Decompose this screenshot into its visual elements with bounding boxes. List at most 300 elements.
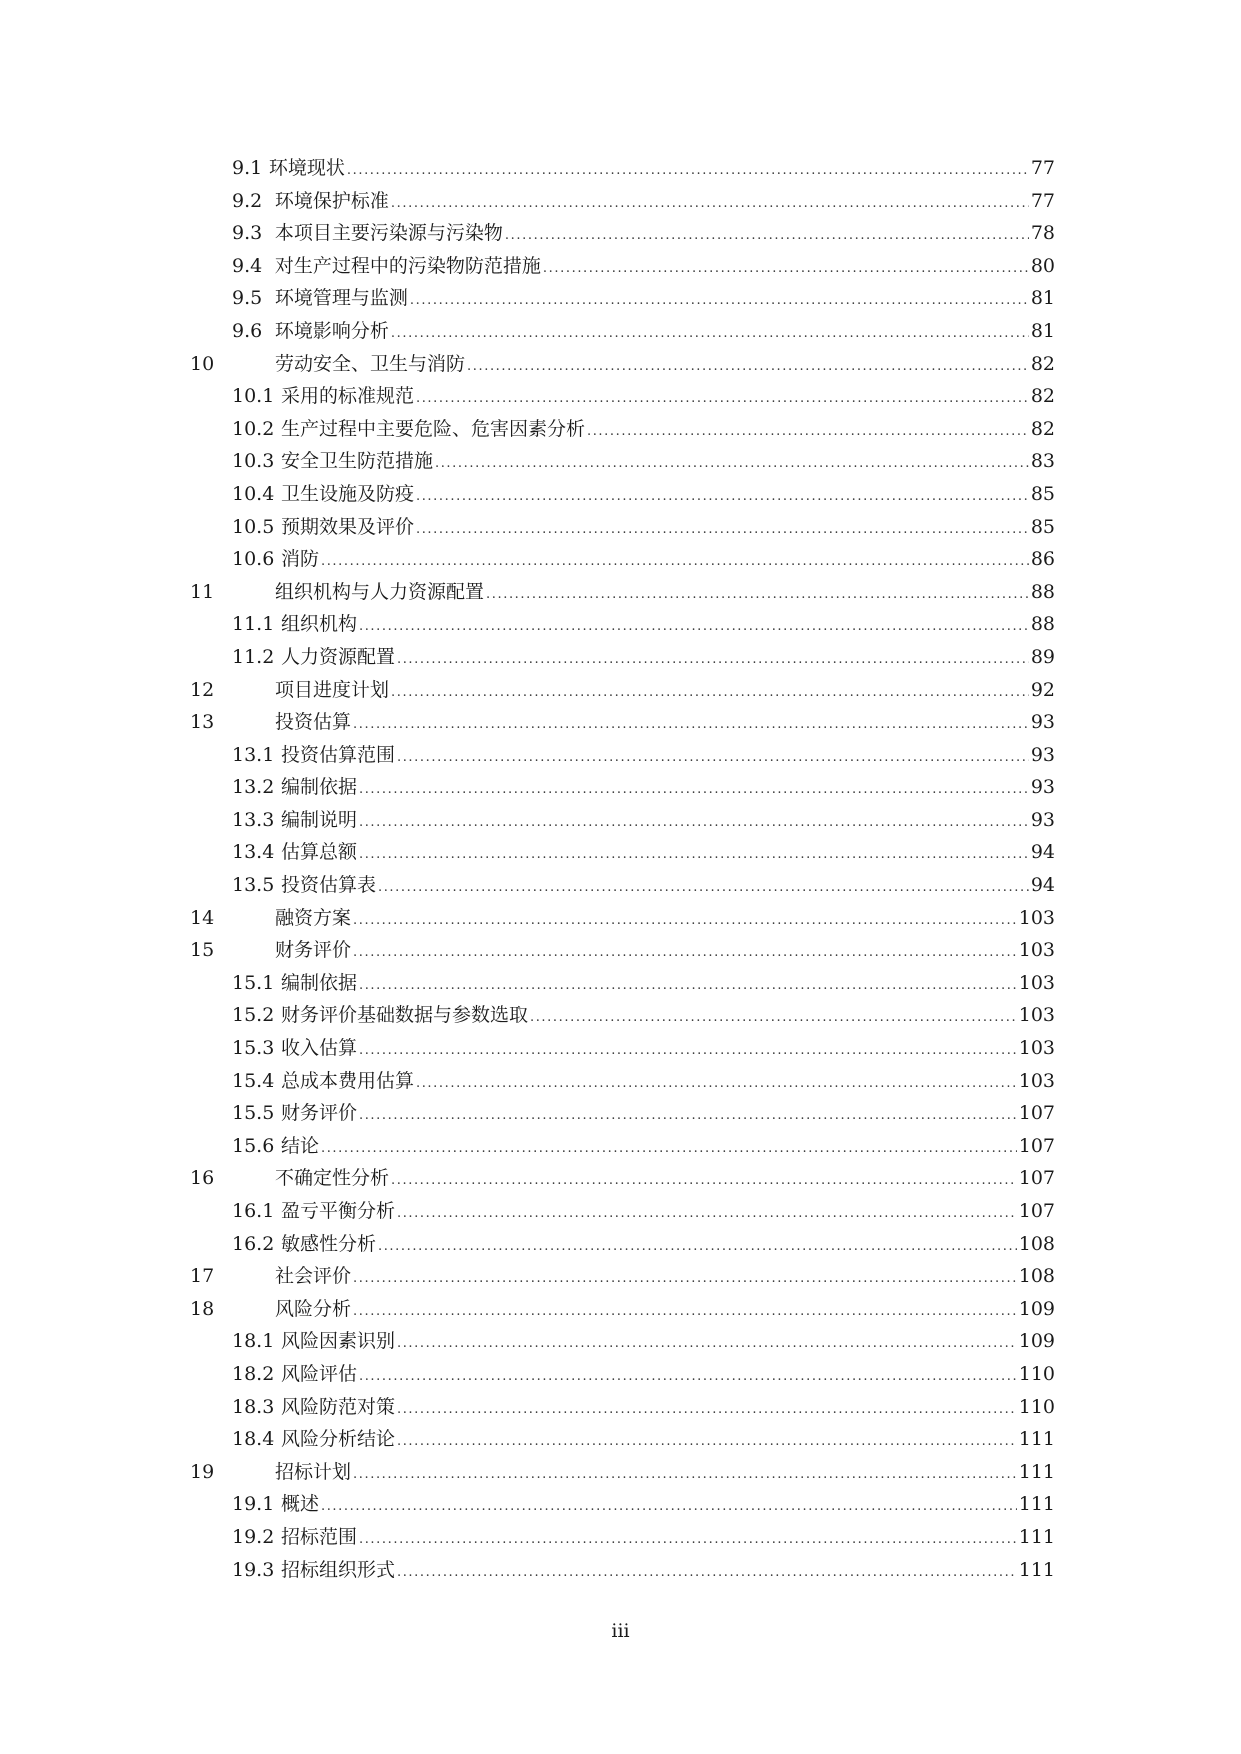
toc-title-text: 预期效果及评价 [280, 515, 414, 538]
toc-page-number: 93 [1030, 743, 1055, 766]
dot-leader [321, 546, 1029, 579]
toc-page-number: 103 [1018, 906, 1055, 929]
toc-title-text: 消防 [280, 548, 319, 571]
toc-entry-link[interactable] [232, 1521, 1055, 1557]
toc-entry-title [232, 543, 319, 576]
dot-leader [321, 1133, 1017, 1166]
table-of-contents [0, 152, 1241, 1586]
toc-page-number: 107 [1018, 1167, 1055, 1190]
toc-entry-link[interactable] [232, 152, 1055, 188]
toc-entry-title [232, 511, 414, 544]
dot-leader [416, 1068, 1017, 1101]
toc-page-number: 107 [1018, 1102, 1055, 1125]
toc-title-text: 盈亏平衡分析 [280, 1200, 395, 1222]
dot-leader [416, 514, 1029, 547]
toc-section-number: 13.4 [232, 841, 275, 864]
toc-section-row[interactable] [0, 804, 1241, 837]
toc-title-text: 财务评价基础数据与参数选取 [280, 1004, 528, 1027]
toc-page-number: 109 [1018, 1297, 1055, 1320]
toc-title-text: 采用的标准规范 [280, 385, 414, 408]
toc-section-row[interactable] [0, 1097, 1241, 1130]
toc-entry-title [275, 934, 351, 967]
dot-leader [378, 1231, 1017, 1264]
toc-entry-link[interactable] [232, 869, 1055, 905]
toc-entry-title [232, 1521, 357, 1554]
toc-entry-link[interactable] [275, 934, 1055, 970]
toc-title-text: 概述 [280, 1493, 319, 1516]
toc-title-text: 环境保护标准 [274, 189, 389, 212]
toc-title-text: 投资估算范围 [280, 743, 395, 766]
toc-section-number: 15.1 [232, 971, 275, 994]
toc-section-row[interactable] [0, 282, 1241, 315]
toc-page-number: 77 [1030, 157, 1055, 179]
dot-leader [359, 839, 1029, 872]
toc-entry-title [232, 804, 357, 837]
toc-section-row[interactable] [0, 250, 1241, 283]
toc-entry-title [232, 1097, 357, 1130]
toc-entry-link[interactable] [232, 641, 1055, 677]
toc-entry-link[interactable] [232, 282, 1055, 318]
dot-leader [353, 1296, 1017, 1329]
toc-title-text: 编制说明 [280, 808, 357, 831]
toc-section-number: 18.1 [232, 1330, 275, 1353]
dot-leader [359, 1035, 1017, 1068]
dot-leader [347, 155, 1029, 188]
dot-leader [416, 383, 1029, 416]
toc-entry-title [275, 706, 351, 739]
toc-page-number: 103 [1018, 1069, 1055, 1092]
toc-entry-title [232, 739, 395, 772]
toc-title-text: 风险防范对策 [280, 1395, 395, 1418]
toc-entry-link[interactable] [232, 250, 1055, 286]
toc-section-number: 10.3 [232, 450, 275, 473]
toc-chapter-number: 12 [190, 678, 215, 701]
toc-section-number: 10.2 [232, 417, 275, 440]
toc-page-number: 82 [1030, 417, 1055, 440]
toc-page-number: 103 [1018, 971, 1055, 994]
toc-page-number: 93 [1030, 776, 1055, 799]
toc-page-number: 85 [1030, 482, 1055, 505]
toc-entry-title [232, 608, 357, 641]
toc-entry-link[interactable] [275, 1293, 1055, 1329]
toc-title-text: 招标计划 [275, 1460, 352, 1483]
toc-entry-link[interactable] [232, 445, 1055, 481]
toc-page-number: 86 [1030, 548, 1055, 571]
toc-page-number: 111 [1018, 1525, 1055, 1548]
toc-entry-title [232, 641, 395, 674]
toc-page-number: 94 [1030, 841, 1055, 864]
toc-section-row[interactable] [0, 185, 1241, 218]
toc-section-row[interactable] [0, 608, 1241, 641]
toc-section-number: 10.5 [232, 515, 275, 538]
toc-page-number: 111 [1018, 1558, 1055, 1581]
toc-section-row[interactable] [0, 152, 1241, 185]
toc-entry-title [232, 445, 433, 478]
dot-leader [397, 1394, 1017, 1427]
toc-chapter-number: 15 [190, 939, 215, 962]
toc-title-text: 风险分析 [275, 1297, 352, 1320]
toc-entry-link[interactable] [275, 706, 1055, 742]
toc-chapter-row[interactable] [0, 902, 1241, 935]
toc-page-number: 107 [1018, 1134, 1055, 1157]
toc-section-row[interactable] [0, 967, 1241, 1000]
toc-title-text: 环境影响分析 [274, 319, 389, 342]
toc-page-number: 110 [1018, 1395, 1055, 1418]
toc-section-number: 19.2 [232, 1525, 275, 1548]
toc-chapter-row[interactable] [0, 1293, 1241, 1326]
toc-entry-link[interactable] [232, 999, 1055, 1035]
toc-entry-title [232, 185, 389, 218]
toc-entry-link[interactable] [232, 1391, 1055, 1427]
toc-page-number: 93 [1030, 808, 1055, 831]
toc-entry-title [232, 1488, 319, 1521]
page-number: iii [611, 1620, 630, 1642]
toc-entry-title [275, 1456, 351, 1489]
dot-leader [359, 807, 1029, 840]
toc-title-text: 收入估算 [280, 1037, 357, 1060]
toc-page-number: 109 [1018, 1330, 1055, 1353]
toc-section-row[interactable] [0, 1195, 1241, 1228]
toc-section-number: 13.5 [232, 874, 275, 897]
dot-leader [359, 970, 1017, 1003]
dot-leader [467, 351, 1029, 384]
toc-section-number: 15.3 [232, 1037, 275, 1060]
toc-chapter-number: 13 [190, 711, 215, 734]
toc-section-number: 9.5 [232, 287, 269, 310]
dot-leader [353, 905, 1017, 938]
toc-section-row[interactable] [0, 1325, 1241, 1358]
toc-section-number: 9.4 [232, 254, 269, 277]
dot-leader [359, 1100, 1017, 1133]
toc-entry-link[interactable] [232, 1358, 1055, 1394]
toc-page-number: 111 [1018, 1493, 1055, 1516]
dot-leader [410, 285, 1029, 318]
toc-page-number: 110 [1018, 1362, 1055, 1385]
toc-page-number: 88 [1030, 613, 1055, 636]
dot-leader [359, 1361, 1017, 1394]
dot-leader [543, 253, 1029, 286]
toc-page-number: 81 [1030, 287, 1055, 310]
toc-entry-link[interactable] [232, 1032, 1055, 1068]
toc-section-number: 9.3 [232, 222, 269, 245]
toc-entry-title [232, 250, 541, 283]
toc-entry-title [275, 1260, 351, 1293]
toc-section-number: 10.4 [232, 482, 275, 505]
toc-page-number: 103 [1018, 939, 1055, 962]
toc-chapter-row[interactable] [0, 674, 1241, 707]
toc-title-text: 本项目主要污染源与污染物 [274, 222, 503, 245]
toc-section-number: 9.6 [232, 319, 269, 342]
toc-entry-title [275, 1162, 389, 1195]
toc-section-number: 10.1 [232, 385, 275, 408]
toc-title-text: 不确定性分析 [275, 1167, 390, 1190]
toc-entry-title [232, 478, 414, 511]
dot-leader [435, 448, 1029, 481]
toc-title-text: 社会评价 [275, 1265, 352, 1288]
dot-leader [353, 1459, 1017, 1492]
toc-title-text: 敏感性分析 [280, 1232, 376, 1255]
toc-title-text: 总成本费用估算 [280, 1069, 414, 1092]
toc-title-text: 融资方案 [275, 906, 352, 929]
toc-section-row[interactable] [0, 478, 1241, 511]
toc-section-number: 9.1 [232, 157, 263, 179]
toc-chapter-number: 10 [190, 352, 215, 375]
toc-title-text: 编制依据 [280, 971, 357, 994]
toc-entry-link[interactable] [232, 1195, 1055, 1231]
toc-section-number: 9.2 [232, 189, 269, 212]
toc-entry-link[interactable] [232, 1065, 1055, 1101]
toc-entry-title [232, 1130, 319, 1163]
toc-section-number: 11.2 [232, 645, 275, 668]
toc-title-text: 风险分析结论 [280, 1428, 395, 1451]
toc-chapter-row[interactable] [0, 348, 1241, 381]
toc-section-row[interactable] [0, 999, 1241, 1032]
toc-entry-link[interactable] [232, 413, 1055, 449]
toc-entry-title [232, 1325, 395, 1358]
dot-leader [391, 677, 1029, 710]
toc-section-row[interactable] [0, 869, 1241, 902]
toc-entry-link[interactable] [232, 608, 1055, 644]
toc-page-number: 103 [1018, 1004, 1055, 1027]
toc-page-number: 85 [1030, 515, 1055, 538]
toc-page-number: 108 [1018, 1232, 1055, 1255]
toc-entry-title [232, 380, 414, 413]
toc-section-number: 18.2 [232, 1362, 275, 1385]
toc-entry-link[interactable] [232, 1228, 1055, 1264]
toc-title-text: 对生产过程中的污染物防范措施 [274, 254, 541, 277]
toc-entry-link[interactable] [232, 967, 1055, 1003]
toc-entry-title [232, 1423, 395, 1456]
toc-section-row[interactable] [0, 1554, 1241, 1587]
toc-entry-link[interactable] [232, 739, 1055, 775]
toc-title-text: 环境管理与监测 [274, 287, 408, 310]
toc-entry-link[interactable] [232, 380, 1055, 416]
toc-entry-title [232, 413, 585, 446]
dot-leader [353, 937, 1017, 970]
toc-title-text: 结论 [280, 1134, 319, 1157]
toc-section-row[interactable] [0, 511, 1241, 544]
toc-entry-link[interactable] [232, 1423, 1055, 1459]
toc-page-number: 78 [1030, 222, 1055, 245]
toc-entry-title [275, 902, 351, 935]
toc-section-row[interactable] [0, 543, 1241, 576]
toc-section-row[interactable] [0, 1521, 1241, 1554]
toc-title-text: 估算总额 [280, 841, 357, 864]
toc-entry-title [275, 1293, 351, 1326]
toc-entry-title [232, 967, 357, 1000]
toc-entry-title [232, 315, 389, 348]
dot-leader [391, 188, 1029, 221]
toc-entry-link[interactable] [275, 1162, 1055, 1198]
toc-entry-link[interactable] [232, 543, 1055, 579]
toc-section-number: 13.3 [232, 808, 275, 831]
toc-section-number: 15.5 [232, 1102, 275, 1125]
toc-entry-link[interactable] [232, 1554, 1055, 1590]
toc-section-row[interactable] [0, 1391, 1241, 1424]
toc-title-text: 环境现状 [268, 157, 345, 179]
toc-chapter-number: 17 [190, 1265, 215, 1288]
toc-chapter-number: 19 [190, 1460, 215, 1483]
toc-title-text: 风险评估 [280, 1362, 357, 1385]
toc-page-number: 77 [1030, 189, 1055, 212]
toc-entry-link[interactable] [275, 348, 1055, 384]
toc-chapter-row[interactable] [0, 1260, 1241, 1293]
toc-chapter-row[interactable] [0, 934, 1241, 967]
toc-page-number: 103 [1018, 1037, 1055, 1060]
toc-section-row[interactable] [0, 413, 1241, 446]
toc-section-row[interactable] [0, 1065, 1241, 1098]
toc-entry-title [232, 836, 357, 869]
toc-section-number: 18.3 [232, 1395, 275, 1418]
toc-entry-link[interactable] [275, 902, 1055, 938]
dot-leader [530, 1002, 1017, 1035]
toc-section-row[interactable] [0, 445, 1241, 478]
dot-leader [321, 1491, 1017, 1524]
toc-entry-link[interactable] [232, 804, 1055, 840]
dot-leader [359, 774, 1029, 807]
toc-entry-title [232, 1228, 376, 1261]
toc-section-number: 19.3 [232, 1558, 275, 1581]
toc-title-text: 劳动安全、卫生与消防 [275, 352, 466, 375]
toc-entry-link[interactable] [232, 836, 1055, 872]
toc-section-row[interactable] [0, 641, 1241, 674]
toc-chapter-row[interactable] [0, 706, 1241, 739]
toc-entry-link[interactable] [232, 1130, 1055, 1166]
toc-page-number: 108 [1018, 1265, 1055, 1288]
toc-title-text: 财务评价 [275, 939, 352, 962]
toc-entry-title [232, 1032, 357, 1065]
toc-title-text: 编制依据 [280, 776, 357, 799]
toc-section-number: 16.1 [232, 1200, 275, 1222]
toc-page-number: 111 [1018, 1428, 1055, 1451]
toc-entry-title [275, 674, 389, 707]
dot-leader [359, 1524, 1017, 1557]
toc-entry-link[interactable] [232, 478, 1055, 514]
dot-leader [416, 481, 1029, 514]
toc-section-number: 16.2 [232, 1232, 275, 1255]
toc-entry-link[interactable] [232, 1488, 1055, 1524]
dot-leader [359, 611, 1029, 644]
toc-chapter-row[interactable] [0, 1456, 1241, 1489]
toc-entry-link[interactable] [275, 1260, 1055, 1296]
toc-page-number: 81 [1030, 319, 1055, 342]
toc-title-text: 项目进度计划 [275, 678, 390, 701]
toc-page-number: 80 [1030, 254, 1055, 277]
toc-section-number: 15.2 [232, 1004, 275, 1027]
toc-entry-title [232, 1195, 395, 1228]
toc-section-number: 13.2 [232, 776, 275, 799]
toc-entry-link[interactable] [232, 771, 1055, 807]
toc-section-row[interactable] [0, 1423, 1241, 1456]
toc-section-row[interactable] [0, 1488, 1241, 1521]
toc-page-number: 92 [1030, 678, 1055, 701]
toc-title-text: 投资估算 [275, 711, 352, 734]
toc-section-number: 11.1 [232, 613, 275, 636]
toc-page-number: 88 [1030, 580, 1055, 603]
toc-entry-link[interactable] [232, 1325, 1055, 1361]
dot-leader [391, 318, 1029, 351]
toc-title-text: 风险因素识别 [280, 1330, 395, 1353]
toc-section-row[interactable] [0, 1032, 1241, 1065]
toc-entry-title [232, 152, 345, 185]
toc-entry-title [232, 869, 376, 902]
toc-title-text: 卫生设施及防疫 [280, 482, 414, 505]
toc-entry-title [232, 217, 503, 250]
toc-section-row[interactable] [0, 380, 1241, 413]
toc-section-number: 15.6 [232, 1134, 275, 1157]
toc-title-text: 组织机构 [280, 613, 357, 636]
toc-section-row[interactable] [0, 836, 1241, 869]
toc-chapter-number: 16 [190, 1167, 215, 1190]
toc-entry-title [232, 282, 408, 315]
dot-leader [378, 872, 1029, 905]
dot-leader [505, 220, 1029, 253]
toc-entry-link[interactable] [232, 217, 1055, 253]
toc-chapter-number: 11 [190, 580, 215, 603]
toc-title-text: 组织机构与人力资源配置 [275, 580, 485, 603]
toc-entry-link[interactable] [275, 1456, 1055, 1492]
toc-page-number: 82 [1030, 352, 1055, 375]
toc-page-number: 94 [1030, 874, 1055, 897]
dot-leader [397, 1426, 1017, 1459]
toc-section-row[interactable] [0, 1130, 1241, 1163]
dot-leader [397, 644, 1029, 677]
dot-leader [353, 709, 1029, 742]
toc-section-number: 13.1 [232, 743, 275, 766]
toc-chapter-number: 14 [190, 906, 215, 929]
toc-entry-title [275, 576, 484, 609]
toc-page-number: 107 [1018, 1200, 1055, 1222]
toc-entry-title [232, 999, 528, 1032]
dot-leader [397, 1198, 1017, 1231]
toc-section-row[interactable] [0, 315, 1241, 348]
toc-chapter-row[interactable] [0, 576, 1241, 609]
toc-section-row[interactable] [0, 1228, 1241, 1261]
toc-title-text: 人力资源配置 [280, 645, 395, 668]
toc-entry-link[interactable] [232, 185, 1055, 221]
toc-section-number: 10.6 [232, 548, 275, 571]
toc-title-text: 招标范围 [280, 1525, 357, 1548]
toc-entry-title [232, 1358, 357, 1391]
toc-page-number: 111 [1018, 1460, 1055, 1483]
toc-title-text: 财务评价 [280, 1102, 357, 1125]
toc-title-text: 招标组织形式 [280, 1558, 395, 1581]
dot-leader [391, 1165, 1017, 1198]
toc-entry-title [275, 348, 465, 381]
toc-entry-link[interactable] [275, 674, 1055, 710]
toc-page-number: 89 [1030, 645, 1055, 668]
toc-section-row[interactable] [0, 1358, 1241, 1391]
toc-entry-link[interactable] [232, 511, 1055, 547]
toc-page-number: 93 [1030, 711, 1055, 734]
dot-leader [397, 742, 1029, 775]
toc-chapter-row[interactable] [0, 1162, 1241, 1195]
toc-page-number: 83 [1030, 450, 1055, 473]
toc-section-row[interactable] [0, 217, 1241, 250]
toc-entry-title [232, 1065, 414, 1098]
toc-entry-link[interactable] [232, 315, 1055, 351]
toc-entry-title [232, 771, 357, 804]
toc-entry-link[interactable] [275, 576, 1055, 612]
toc-section-row[interactable] [0, 771, 1241, 804]
toc-section-number: 19.1 [232, 1493, 275, 1516]
toc-title-text: 投资估算表 [280, 874, 376, 897]
toc-section-row[interactable] [0, 739, 1241, 772]
toc-chapter-number: 18 [190, 1297, 215, 1320]
dot-leader [397, 1328, 1017, 1361]
dot-leader [353, 1263, 1017, 1296]
toc-entry-link[interactable] [232, 1097, 1055, 1133]
